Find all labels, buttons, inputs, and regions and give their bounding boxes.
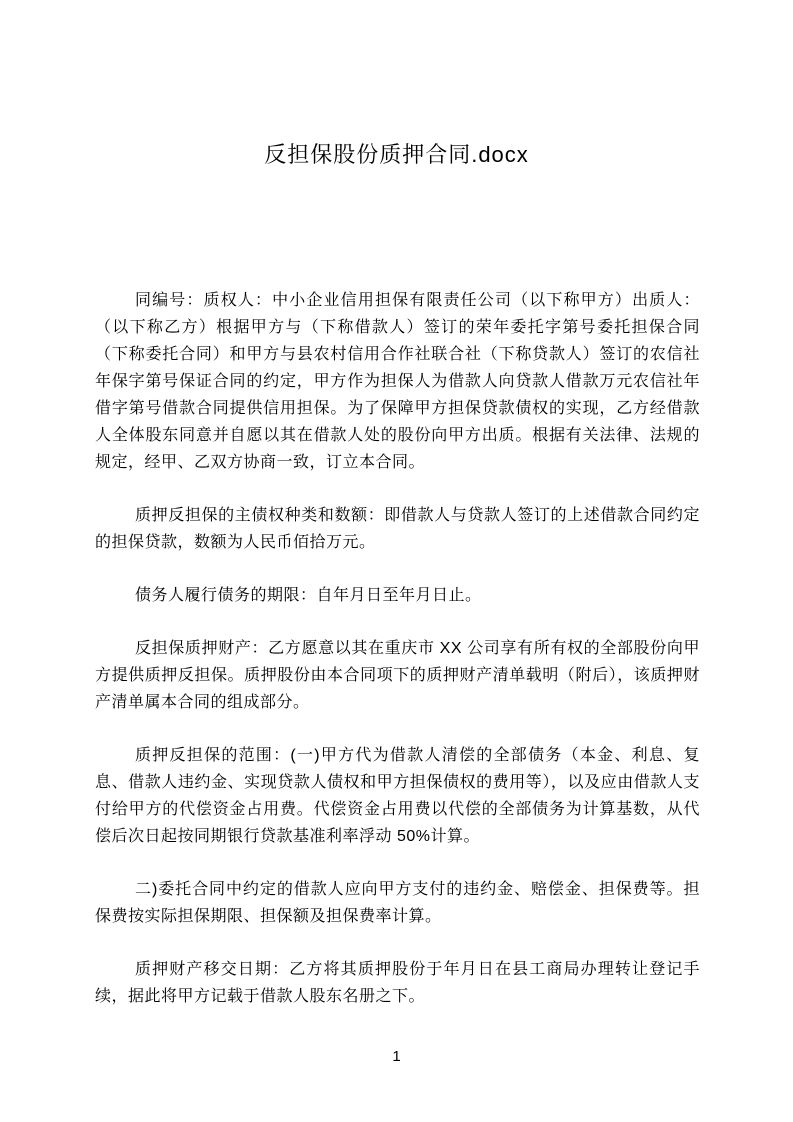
paragraph-pledged-property: 反担保质押财产：乙方愿意以其在重庆市 XX 公司享有所有权的全部股份向甲方提供质押反担保。质押股份由本合同项下的质押财产清单载明（附后），该质押财产清单属本合同的组成部分。	[95, 640, 700, 711]
page-number: 1	[392, 1048, 401, 1065]
paragraph-transfer-date: 质押财产移交日期：乙方将其质押股份于年月日在县工商局办理转让登记手续，据此将甲方记载于借款人股东名册之下。	[95, 961, 700, 1005]
document-title: 反担保股份质押合同.docx	[264, 142, 529, 167]
document-body	[95, 287, 700, 1036]
paragraph-main-debt: 质押反担保的主债权种类和数额：即借款人与贷款人签订的上述借款合同约定的担保贷款，数额为人民币佰拾万元。	[95, 507, 700, 551]
paragraph-guarantee-scope: 质押反担保的范围：(一)甲方代为借款人清偿的全部债务（本金、利息、复息、借款人违约金、实现贷款人债权和甲方担保债权的费用等），以及应由借款人支付给甲方的代偿资金占用费。代偿资金占用费以代偿的全部债务为计算基数，从代偿后次日起按同期银行贷款基准利率浮动 50%计算。	[95, 747, 700, 845]
paragraph-fees: 二)委托合同中约定的借款人应向甲方支付的违约金、赔偿金、担保费等。担保费按实际担保期限、担保额及担保费率计算。	[95, 881, 700, 925]
paragraph-preamble: 同编号：质权人：中小企业信用担保有限责任公司（以下称甲方）出质人：（以下称乙方）根据甲方与（下称借款人）签订的荣年委托字第号委托担保合同（下称委托合同）和甲方与县农村信用合作社联合社（下称贷款人）签订的农信社年保字第号保证合同的约定，甲方作为担保人为借款人向贷款人借款万元农信社年借字第号借款合同提供信用担保。为了保障甲方担保贷款债权的实现，乙方经借款人全体股东同意并自愿以其在借款人处的股份向甲方出质。根据有关法律、法规的规定，经甲、乙双方协商一致，订立本合同。	[95, 292, 700, 471]
paragraph-debt-term: 债务人履行债务的期限：自年月日至年月日止。	[135, 587, 482, 604]
